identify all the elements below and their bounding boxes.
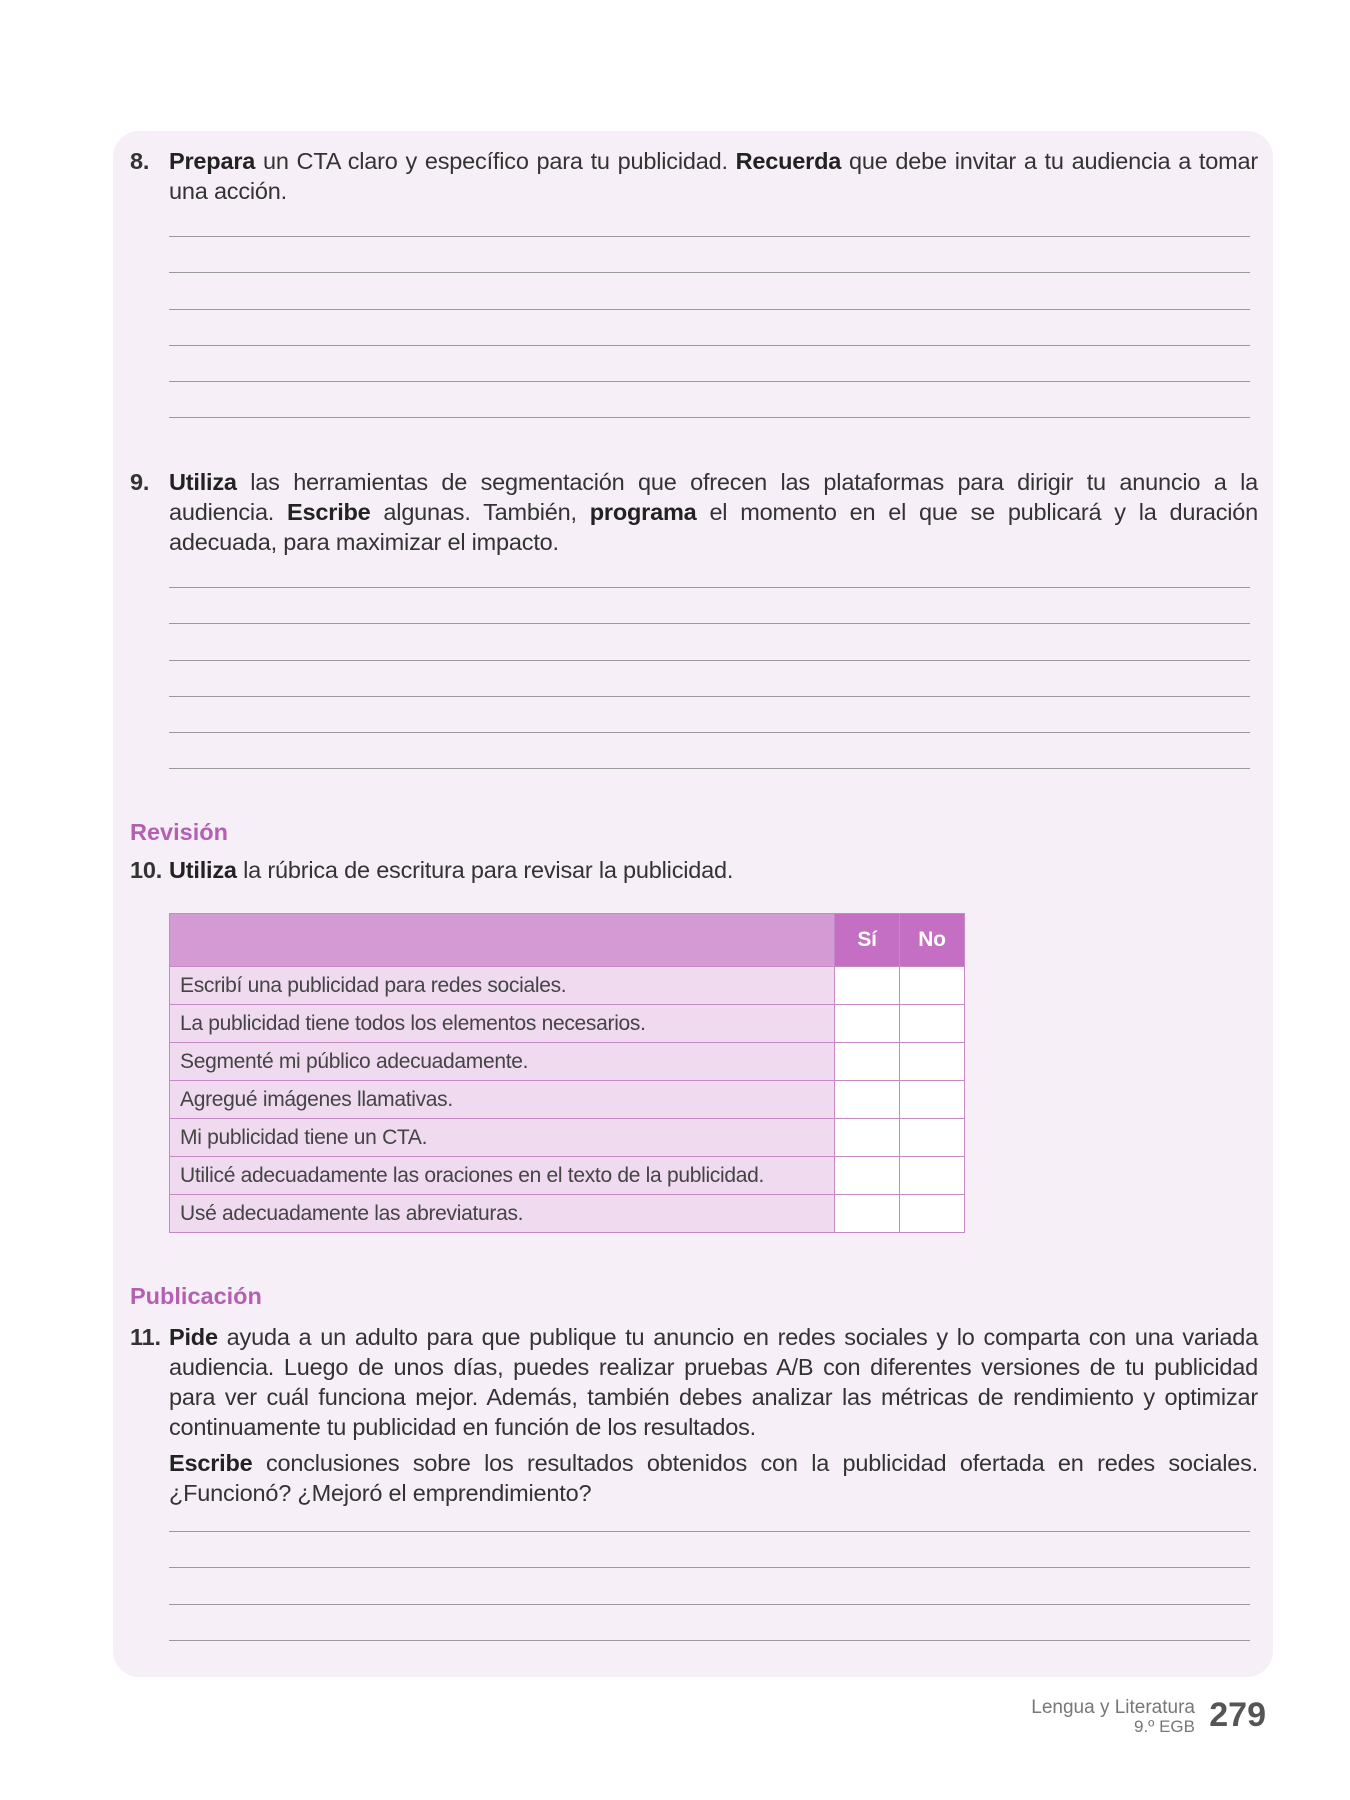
rubric-row bbox=[170, 1005, 965, 1043]
rubric-row bbox=[170, 1043, 965, 1081]
answer-line[interactable] bbox=[169, 381, 1250, 382]
checkbox-no[interactable] bbox=[900, 1043, 965, 1081]
column-yes: Sí bbox=[835, 914, 900, 967]
rubric-criterion: Usé adecuadamente las abreviaturas. bbox=[170, 1195, 835, 1233]
checkbox-yes[interactable] bbox=[835, 1005, 900, 1043]
answer-line[interactable] bbox=[169, 1640, 1250, 1641]
rubric-criterion: Segmenté mi público adecuadamente. bbox=[170, 1043, 835, 1081]
answer-line[interactable] bbox=[169, 732, 1250, 733]
rubric-row bbox=[170, 1195, 965, 1233]
checkbox-yes[interactable] bbox=[835, 1081, 900, 1119]
checkbox-yes[interactable] bbox=[835, 1119, 900, 1157]
checkbox-no[interactable] bbox=[900, 1005, 965, 1043]
checkbox-no[interactable] bbox=[900, 1081, 965, 1119]
checkbox-yes[interactable] bbox=[835, 1195, 900, 1233]
checkbox-yes[interactable] bbox=[835, 1157, 900, 1195]
rubric-criterion: Escribí una publicidad para redes sociales. bbox=[170, 967, 835, 1005]
answer-lines-11[interactable] bbox=[169, 1531, 1250, 1676]
question-text: Prepara un CTA claro y específico para tu publicidad. Recuerda que debe invitar a tu audiencia a tomar una acción. bbox=[169, 148, 1258, 204]
checkbox-no[interactable] bbox=[900, 967, 965, 1005]
footer-grade: 9.º EGB bbox=[1133, 1717, 1195, 1736]
rubric-criterion: La publicidad tiene todos los elementos necesarios. bbox=[170, 1005, 835, 1043]
answer-line[interactable] bbox=[169, 587, 1250, 588]
rubric-row bbox=[170, 967, 965, 1005]
rubric-row bbox=[170, 1119, 965, 1157]
column-no: No bbox=[900, 914, 965, 967]
rubric-criterion: Agregué imágenes llamativas. bbox=[170, 1081, 835, 1119]
answer-line[interactable] bbox=[169, 1531, 1250, 1532]
question-number: 11. bbox=[130, 1324, 161, 1350]
footer-subject: Lengua y Literatura bbox=[1031, 1697, 1195, 1718]
rubric-criterion: Utilicé adecuadamente las oraciones en el texto de la publicidad. bbox=[170, 1157, 835, 1195]
answer-line[interactable] bbox=[169, 623, 1250, 624]
checkbox-no[interactable] bbox=[900, 1119, 965, 1157]
answer-line[interactable] bbox=[169, 1567, 1250, 1568]
answer-line[interactable] bbox=[169, 309, 1250, 310]
answer-lines-9[interactable] bbox=[169, 587, 1250, 805]
question-11 bbox=[130, 1322, 1258, 1508]
checkbox-no[interactable] bbox=[900, 1157, 965, 1195]
question-text: Pide ayuda a un adulto para que publique tu anuncio en redes sociales y lo comparta con una variada audiencia. Luego de unos días, puedes realizar pruebas A/B con diferentes versiones de tu publicidad para ver cuál funciona mejor. Además, también debes analizar las métricas de rendimiento y optimizar continuamente tu publicidad en función de los resultados. bbox=[169, 1324, 1258, 1440]
question-number: 9. bbox=[130, 469, 150, 495]
section-heading-revision: Revisión bbox=[130, 819, 228, 845]
rubric-row bbox=[170, 1081, 965, 1119]
answer-line[interactable] bbox=[169, 417, 1250, 418]
question-text: Utiliza la rúbrica de escritura para revisar la publicidad. bbox=[169, 857, 734, 883]
answer-line[interactable] bbox=[169, 768, 1250, 769]
answer-line[interactable] bbox=[169, 696, 1250, 697]
answer-line[interactable] bbox=[169, 1604, 1250, 1605]
rubric-criterion: Mi publicidad tiene un CTA. bbox=[170, 1119, 835, 1157]
answer-lines-8[interactable] bbox=[169, 236, 1250, 454]
question-number: 10. bbox=[130, 857, 163, 883]
page-number: 279 bbox=[1209, 1696, 1266, 1734]
checkbox-yes[interactable] bbox=[835, 967, 900, 1005]
rubric-row bbox=[170, 1157, 965, 1195]
answer-line[interactable] bbox=[169, 236, 1250, 237]
section-heading-publicacion: Publicación bbox=[130, 1283, 262, 1309]
question-text: Utiliza las herramientas de segmentación que ofrecen las plataformas para dirigir tu anuncio a la audiencia. Escribe algunas. También, programa el momento en el que se publicará y la duración adecuada, para maximizar el impacto. bbox=[169, 469, 1259, 555]
answer-line[interactable] bbox=[169, 345, 1250, 346]
rubric-table bbox=[169, 913, 965, 1233]
rubric-header-blank bbox=[170, 914, 835, 967]
question-10 bbox=[130, 855, 1258, 885]
rubric-header-row bbox=[170, 914, 965, 967]
checkbox-yes[interactable] bbox=[835, 1043, 900, 1081]
answer-line[interactable] bbox=[169, 660, 1250, 661]
question-9 bbox=[130, 467, 1258, 557]
question-8 bbox=[130, 146, 1258, 206]
question-subtext: Escribe conclusiones sobre los resultados obtenidos con la publicidad ofertada en redes sociales. ¿Funcionó? ¿Mejoró el emprendimiento? bbox=[169, 1450, 1258, 1506]
question-number: 8. bbox=[130, 148, 150, 174]
checkbox-no[interactable] bbox=[900, 1195, 965, 1233]
answer-line[interactable] bbox=[169, 272, 1250, 273]
